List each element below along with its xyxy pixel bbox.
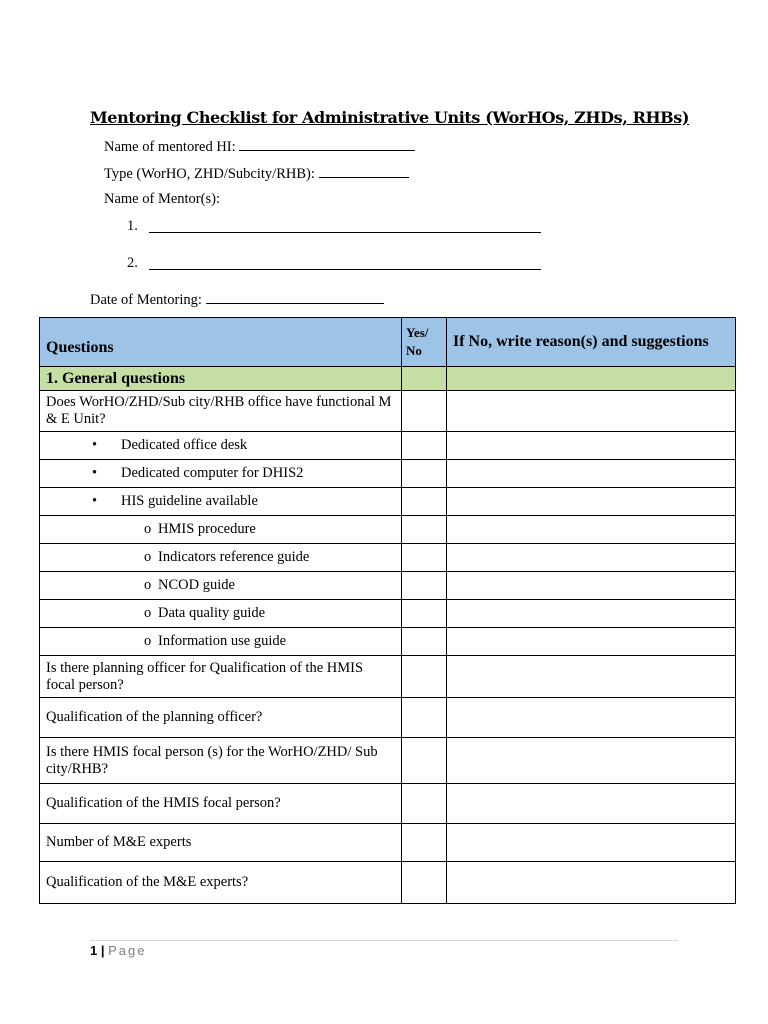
question-cell [40, 600, 402, 628]
question-cell: Does WorHO/ZHD/Sub city/RHB office have functional M & E Unit? [40, 391, 402, 432]
table-row [40, 516, 736, 544]
mentor-1-blank[interactable] [149, 218, 541, 233]
yes-no-cell[interactable] [402, 432, 447, 460]
reason-cell[interactable] [447, 488, 736, 516]
question-cell: Qualification of the HMIS focal person? [40, 784, 402, 824]
footer-divider [90, 940, 678, 941]
table-row [40, 824, 736, 862]
question-cell [40, 628, 402, 656]
section-row [40, 367, 736, 391]
table-row [40, 600, 736, 628]
table-row [40, 544, 736, 572]
table-row [40, 432, 736, 460]
mentors-label: Name of Mentor(s): [104, 191, 220, 207]
table-row [40, 628, 736, 656]
question-cell [40, 516, 402, 544]
yes-no-cell[interactable] [402, 516, 447, 544]
reason-header: If No, write reason(s) and suggestions [447, 318, 736, 367]
reason-cell[interactable] [447, 656, 736, 698]
mentor-number-1: 1. [127, 218, 138, 234]
question-cell: Is there planning officer for Qualification of the HMIS focal person? [40, 656, 402, 698]
yes-no-cell[interactable] [402, 600, 447, 628]
table-row [40, 698, 736, 738]
question-cell [40, 460, 402, 488]
table-row [40, 460, 736, 488]
yes-no-cell[interactable] [402, 656, 447, 698]
table-header-row [40, 318, 736, 367]
reason-cell [447, 367, 736, 391]
mentored-hi-label: Name of mentored HI: [104, 139, 236, 155]
question-cell: Qualification of the planning officer? [40, 698, 402, 738]
table-row [40, 488, 736, 516]
table-row [40, 572, 736, 600]
section-title: 1. General questions [40, 367, 402, 391]
reason-cell[interactable] [447, 738, 736, 784]
page-word: Page [108, 943, 147, 958]
yes-no-cell [402, 367, 447, 391]
reason-cell[interactable] [447, 628, 736, 656]
reason-cell[interactable] [447, 572, 736, 600]
date-label: Date of Mentoring: [90, 292, 202, 308]
footer-separator: | [100, 943, 105, 958]
yes-no-cell[interactable] [402, 572, 447, 600]
reason-cell[interactable] [447, 391, 736, 432]
yes-no-cell[interactable] [402, 738, 447, 784]
question-cell: Number of M&E experts [40, 824, 402, 862]
reason-cell[interactable] [447, 544, 736, 572]
questions-header: Questions [40, 318, 402, 367]
checklist-table [39, 317, 736, 904]
reason-cell[interactable] [447, 432, 736, 460]
question-cell: Qualification of the M&E experts? [40, 862, 402, 904]
document-title: Mentoring Checklist for Administrative Units (WorHOs, ZHDs, RHBs) [90, 108, 690, 127]
mentor-number-2: 2. [127, 255, 138, 271]
type-blank[interactable] [319, 164, 409, 178]
reason-cell[interactable] [447, 784, 736, 824]
yes-no-cell[interactable] [402, 698, 447, 738]
question-cell [40, 544, 402, 572]
question-cell [40, 488, 402, 516]
reason-cell[interactable] [447, 698, 736, 738]
page-footer [90, 943, 147, 958]
mentored-hi-field [104, 137, 415, 156]
mentor-2-blank[interactable] [149, 255, 541, 270]
table-row [40, 738, 736, 784]
question-cell [40, 432, 402, 460]
yes-no-cell[interactable] [402, 488, 447, 516]
bullet-text: HIS guideline available [121, 493, 258, 509]
yes-no-cell[interactable] [402, 544, 447, 572]
yes-no-cell[interactable] [402, 391, 447, 432]
sub-bullet-text: Indicators reference guide [158, 549, 310, 565]
sub-bullet-text: Information use guide [158, 633, 287, 649]
yes-no-cell[interactable] [402, 784, 447, 824]
table-row [40, 656, 736, 698]
date-field [90, 290, 384, 309]
table-row [40, 784, 736, 824]
bullet-text: Dedicated office desk [121, 437, 248, 453]
yes-no-cell[interactable] [402, 824, 447, 862]
sub-bullet-text: NCOD guide [158, 577, 235, 593]
yes-no-cell[interactable] [402, 460, 447, 488]
reason-cell[interactable] [447, 824, 736, 862]
yes-no-header: Yes/ No [402, 318, 447, 367]
sub-bullet-text: HMIS procedure [158, 521, 256, 537]
bullet-text: Dedicated computer for DHIS2 [121, 465, 304, 481]
yes-no-cell[interactable] [402, 862, 447, 904]
sub-bullet-text: Data quality guide [158, 605, 266, 621]
question-cell: Is there HMIS focal person (s) for the WorHO/ZHD/ Sub city/RHB? [40, 738, 402, 784]
type-field [104, 164, 409, 183]
question-cell [40, 572, 402, 600]
table-row [40, 862, 736, 904]
type-label: Type (WorHO, ZHD/Subcity/RHB): [104, 166, 315, 182]
yes-no-cell[interactable] [402, 628, 447, 656]
table-row [40, 391, 736, 432]
reason-cell[interactable] [447, 862, 736, 904]
reason-cell[interactable] [447, 460, 736, 488]
mentored-hi-blank[interactable] [239, 137, 415, 151]
page-number: 1 [90, 943, 98, 958]
reason-cell[interactable] [447, 516, 736, 544]
reason-cell[interactable] [447, 600, 736, 628]
date-blank[interactable] [206, 290, 384, 304]
